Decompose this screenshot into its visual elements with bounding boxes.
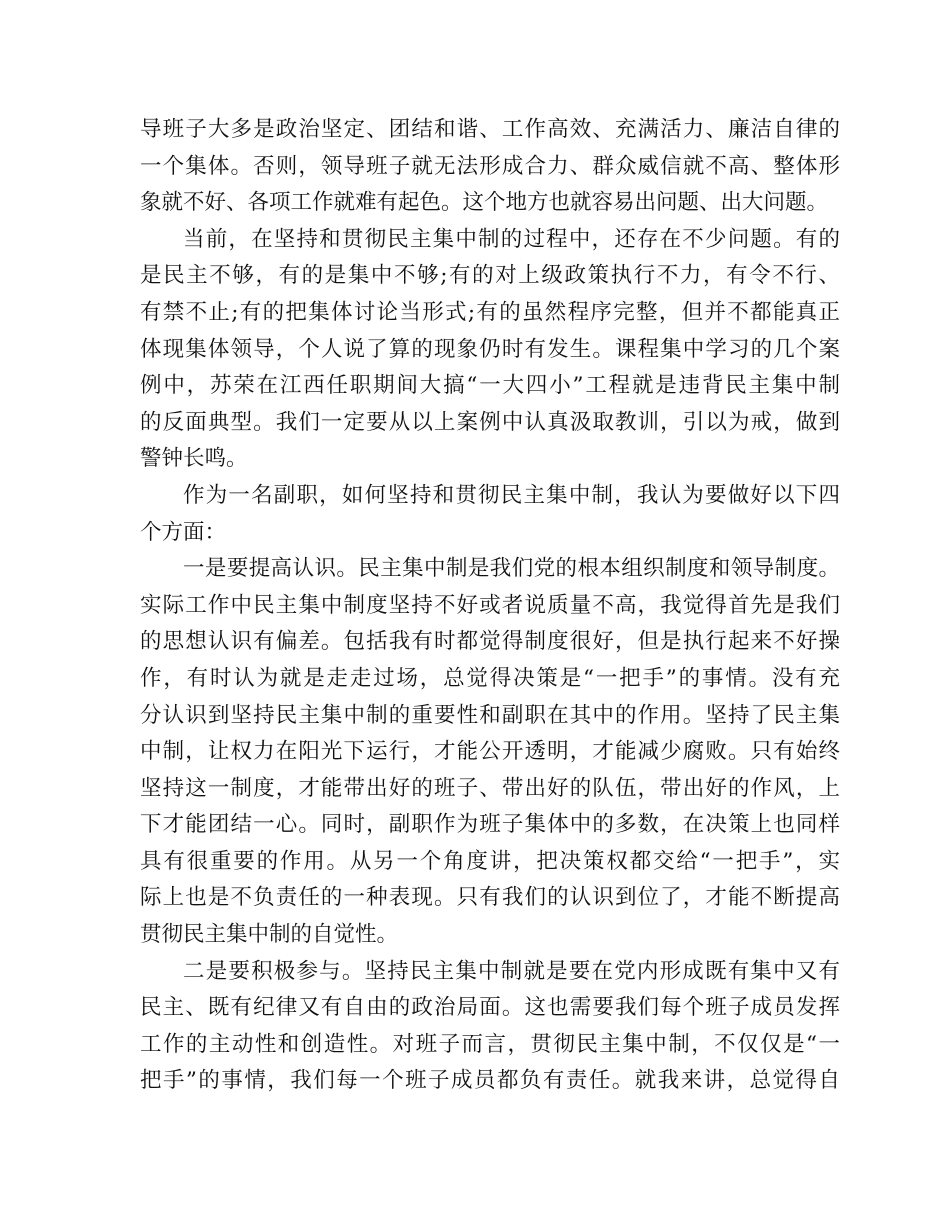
- text-line: 际上也是不负责任的一种表现。只有我们的认识到位了，才能不断提高: [140, 885, 840, 911]
- text-line: 体现集体领导，个人说了算的现象仍时有发生。课程集中学习的几个案: [140, 336, 840, 362]
- text-line: 的反面典型。我们一定要从以上案例中认真汲取教训，引以为戒，做到: [140, 409, 840, 435]
- text-line: 当前，在坚持和贯彻民主集中制的过程中，还存在不少问题。有的: [183, 226, 840, 252]
- text-line: 个方面：: [140, 519, 227, 545]
- text-line: 有禁不止;有的把集体讨论当形式;有的虽然程序完整，但并不都能真正: [140, 299, 840, 325]
- text-line: 例中，苏荣在江西任职期间大搞“一大四小”工程就是违背民主集中制: [140, 373, 840, 399]
- text-line: 的思想认识有偏差。包括我有时都觉得制度很好，但是执行起来不好操: [140, 629, 840, 655]
- text-line: 作为一名副职，如何坚持和贯彻民主集中制，我认为要做好以下四: [183, 482, 840, 508]
- text-line: 工作的主动性和创造性。对班子而言，贯彻民主集中制，不仅仅是“一: [140, 1031, 840, 1057]
- text-line: 是民主不够，有的是集中不够;有的对上级政策执行不力，有令不行、: [140, 263, 840, 289]
- text-line: 作，有时认为就是走走过场，总觉得决策是“一把手”的事情。没有充: [140, 665, 840, 691]
- document-body: [140, 112, 840, 1100]
- text-line: 导班子大多是政治坚定、团结和谐、工作高效、充满活力、廉洁自律的: [140, 117, 840, 142]
- text-line: 一个集体。否则，领导班子就无法形成合力、群众威信就不高、整体形: [140, 153, 840, 179]
- text-line: 中制，让权力在阳光下运行，才能公开透明，才能减少腐败。只有始终: [140, 739, 840, 765]
- text-line: 下才能团结一心。同时，副职作为班子集体中的多数，在决策上也同样: [140, 812, 840, 838]
- text-line: 象就不好、各项工作就难有起色。这个地方也就容易出问题、出大问题。: [140, 190, 829, 216]
- text-line: 贯彻民主集中制的自觉性。: [140, 922, 399, 948]
- text-line: 一是要提高认识。民主集中制是我们党的根本组织制度和领导制度。: [183, 556, 840, 582]
- text-line: 具有很重要的作用。从另一个角度讲，把决策权都交给“一把手”，实: [140, 848, 840, 874]
- text-line: 二是要积极参与。坚持民主集中制就是要在党内形成既有集中又有: [183, 958, 840, 984]
- text-line: 实际工作中民主集中制度坚持不好或者说质量不高，我觉得首先是我们: [140, 592, 840, 618]
- text-line: 分认识到坚持民主集中制的重要性和副职在其中的作用。坚持了民主集: [140, 702, 840, 728]
- text-line: 民主、既有纪律又有自由的政治局面。这也需要我们每个班子成员发挥: [140, 995, 840, 1021]
- text-line: 把手”的事情，我们每一个班子成员都负有责任。就我来讲，总觉得自: [140, 1068, 840, 1094]
- text-line: 警钟长鸣。: [140, 446, 248, 472]
- text-line: 坚持这一制度，才能带出好的班子、带出好的队伍，带出好的作风，上: [140, 775, 840, 801]
